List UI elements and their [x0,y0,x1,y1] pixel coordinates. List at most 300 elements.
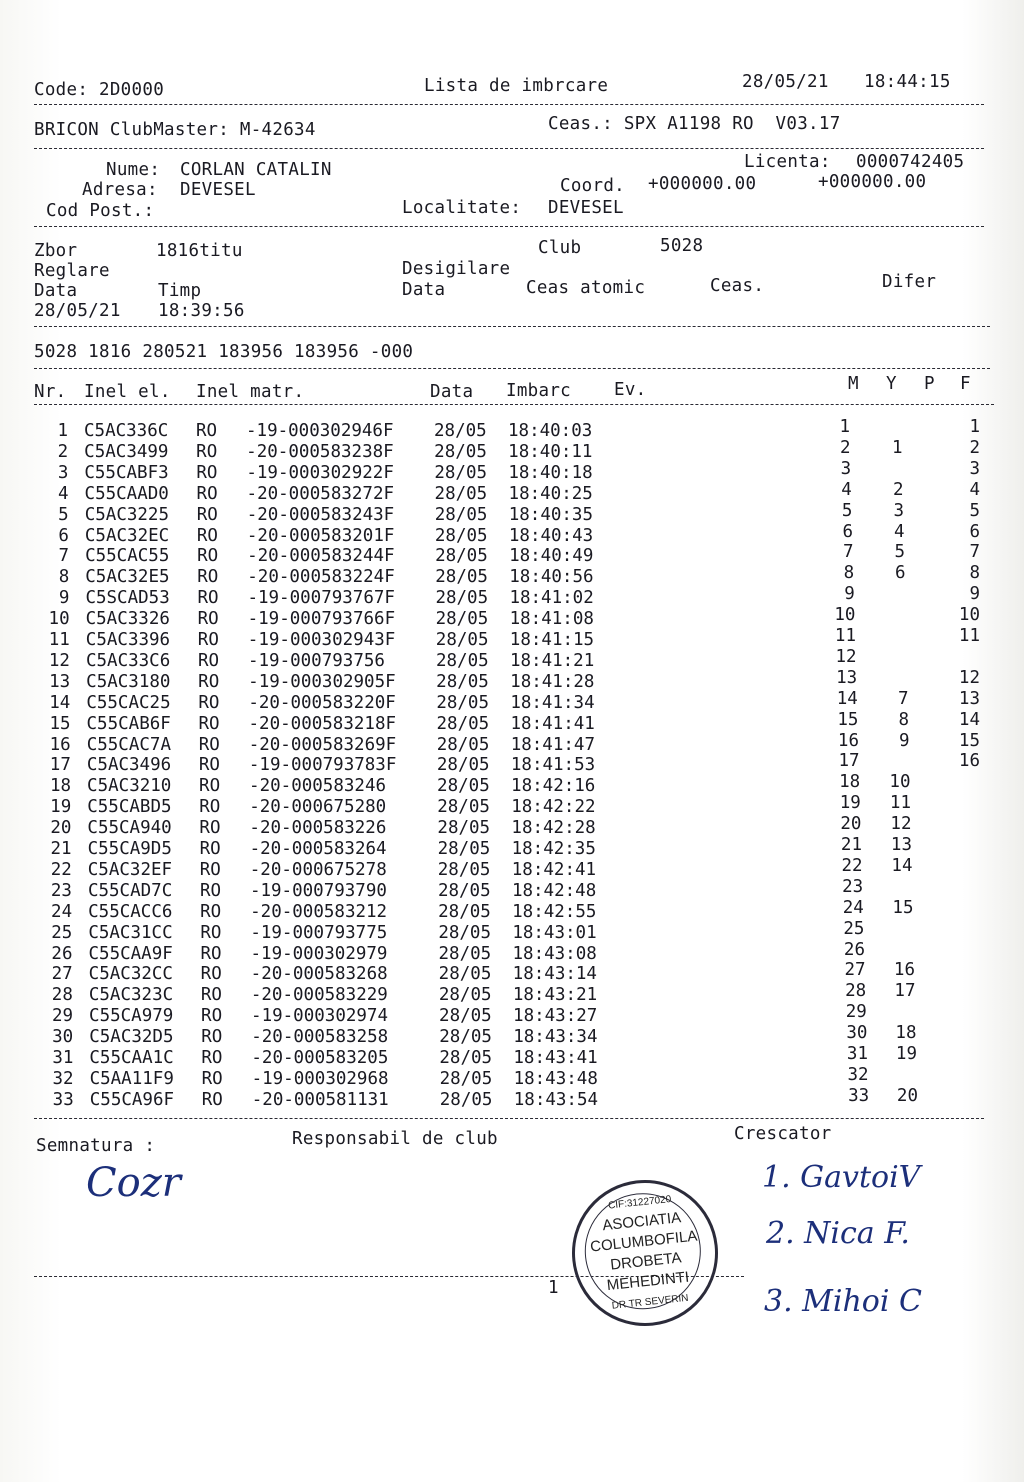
table-row [0,563,1024,588]
row-number: 24 [51,901,73,922]
table-row [0,939,1024,965]
row-inel-el: C55CAD7C [87,880,173,901]
row-inel-el: C55CAAD0 [84,483,169,504]
row-country: RO [197,630,219,650]
row-inel-el: C55CA96F [89,1089,175,1110]
row-inel-el: C55CA979 [89,1006,174,1027]
row-inel-el: C5AC3210 [87,776,172,797]
row-inel-matr: -19-000793756 [247,650,396,671]
table-row [0,688,1024,714]
witness-2-signature: 2. Nica F. [766,1216,910,1251]
stamp-cif: CIF:31227020 [607,1193,672,1212]
responsabil-label: Responsabil de club [292,1129,498,1149]
row-y: 19 [895,1044,917,1064]
col-data-header: Data [430,382,474,402]
row-time: 18:41:28 [510,671,595,692]
row-country: RO [201,1006,223,1027]
row-time: 18:43:01 [512,922,597,943]
row-y: 10 [889,772,911,793]
row-country: RO [198,755,220,776]
row-inel-el: C5AC323C [88,985,174,1006]
table-row [0,458,1024,484]
row-date: 28/05 [434,421,487,441]
row-date: 28/05 [435,609,489,630]
row-m: 4 [841,479,852,500]
row-m: 10 [834,605,856,626]
row-inel-matr: -19-000793790 [249,880,398,901]
row-y: 7 [897,688,909,709]
row-number: 23 [50,880,72,901]
row-y: 1 [891,437,903,458]
row-time: 18:40:49 [509,546,594,567]
table-row [0,814,1024,839]
row-f: 5 [969,500,980,521]
row-m: 21 [840,835,862,855]
club-label: Club [538,238,582,258]
row-country: RO [199,880,222,901]
row-m: 26 [843,939,865,960]
row-number: 30 [52,1027,74,1048]
row-date: 28/05 [437,776,490,797]
page-number: 1 [548,1278,559,1298]
licence-label: Licenta: [744,152,831,172]
row-inel-matr: -20-000583258 [251,1027,399,1048]
row-m: 27 [844,960,866,981]
row-time: 18:41:53 [510,755,596,776]
table-row [0,437,1024,463]
row-country: RO [197,650,220,671]
row-time: 18:40:43 [508,525,594,546]
row-y: 4 [893,521,905,542]
row-inel-el: C55CA9D5 [87,839,172,859]
row-y: 20 [896,1085,918,1106]
table-row [0,709,1024,735]
row-date: 28/05 [436,671,489,692]
row-number: 31 [52,1048,74,1068]
row-country: RO [200,901,222,922]
stamp-line-1: ASOCIATIA [601,1209,682,1235]
row-time: 18:40:03 [508,421,593,441]
owner-address: DEVESEL [180,180,256,200]
table-row [0,542,1024,567]
row-y: 15 [892,897,914,918]
row-time: 18:40:18 [508,462,593,483]
col-ev-header: Ev. [614,380,647,400]
witness-3-signature: 3. Mihoi C [764,1284,922,1319]
table-row [0,1023,1024,1048]
row-inel-el: C5AC336C [84,421,169,441]
difer-label: Difer [882,272,937,292]
row-inel-matr: -20-000583201F [246,525,395,546]
row-f: 2 [969,437,980,458]
row-number: 19 [50,797,72,818]
row-m: 13 [836,667,858,688]
row-inel-el: C5AC3496 [86,755,172,776]
row-f: 9 [969,584,980,605]
name-label: Nume: [106,160,161,180]
row-country: RO [197,588,219,609]
row-inel-el: C5AC32E5 [85,567,170,588]
table-row [0,667,1024,693]
row-number: 27 [51,964,73,985]
table-row [0,1085,1024,1111]
row-number: 17 [49,755,71,776]
row-inel-matr: -19-000793783F [248,755,397,776]
ceas-label: Ceas. [710,276,765,296]
row-number: 29 [51,1006,74,1027]
row-inel-matr: -20-000583268 [250,964,399,985]
ceas-atomic-label: Ceas atomic [526,278,646,298]
row-country: RO [197,546,219,567]
table-row [0,730,1024,756]
postal-code-label: Cod Post.: [46,201,155,221]
row-m: 28 [845,981,867,1002]
table-row [0,793,1024,818]
row-inel-matr: -20-000583272F [246,483,395,504]
row-m: 7 [843,542,854,563]
row-m: 29 [845,1002,867,1023]
row-f: 12 [958,667,980,688]
row-time: 18:40:25 [508,483,593,504]
row-m: 11 [834,626,856,646]
row-inel-matr: -19-000793767F [247,588,395,609]
row-number: 4 [57,483,69,504]
witness-1-signature: 1. GavtoiV [762,1160,921,1195]
row-m: 14 [836,688,858,709]
row-y: 13 [890,835,912,855]
owner-signature: Cozr [86,1160,181,1206]
row-f: 13 [958,688,980,709]
row-time: 18:41:15 [509,630,595,650]
row-inel-matr: -20-000583264 [249,839,398,859]
row-time: 18:43:34 [513,1027,598,1048]
row-date: 28/05 [434,525,488,546]
row-date: 28/05 [436,734,490,755]
row-f: 7 [969,542,980,563]
row-f: 4 [969,479,980,500]
address-label: Adresa: [82,180,158,200]
row-time: 18:42:48 [511,880,597,901]
table-row [0,1064,1024,1090]
row-f: 6 [969,521,980,542]
row-inel-el: C5AC32EC [84,525,170,546]
divider [34,404,994,405]
row-m: 32 [847,1064,869,1085]
row-time: 18:41:08 [509,609,594,630]
row-country: RO [201,1027,223,1048]
row-inel-el: C55CAB6F [86,713,171,734]
table-row [0,646,1024,672]
club-master-id: BRICON ClubMaster: M-42634 [34,120,316,140]
table-row [0,500,1024,526]
row-country: RO [199,818,221,839]
row-inel-matr: -20-000583218F [248,713,397,734]
row-inel-matr: -20-000583205 [251,1048,399,1068]
row-number: 33 [52,1089,74,1110]
row-country: RO [200,985,222,1006]
zbor-label: Zbor [34,241,78,261]
row-m: 19 [839,793,861,814]
clock-id: Ceas.: SPX A1198 RO V03.17 [548,114,841,134]
row-inel-matr: -20-000583238F [246,441,394,462]
print-date: 28/05/21 [742,72,829,92]
row-m: 25 [843,918,865,939]
row-inel-matr: -20-000581131 [251,1089,400,1110]
row-date: 28/05 [435,630,489,650]
row-number: 1 [57,421,68,441]
row-inel-matr: -20-000583224F [247,567,395,588]
row-inel-matr: -19-000793775 [250,922,398,943]
row-inel-el: C5SCAD53 [85,588,170,609]
row-m: 8 [843,563,855,584]
row-date: 28/05 [439,1089,493,1110]
row-m: 3 [840,458,852,479]
row-number: 13 [49,671,71,692]
row-f: 8 [969,563,980,584]
row-y: 17 [894,981,916,1002]
row-inel-el: C5AC32D5 [89,1027,174,1048]
row-number: 28 [51,985,73,1006]
row-y: 8 [898,709,909,730]
row-country: RO [196,525,218,546]
row-inel-el: C5AC3225 [84,504,170,525]
row-m: 5 [841,500,853,521]
crescator-label: Crescator [734,1124,832,1144]
row-inel-matr: -20-000675280 [249,797,397,818]
row-date: 28/05 [438,922,491,943]
row-inel-el: C5AC33C6 [85,650,171,671]
row-country: RO [200,964,222,985]
row-country: RO [199,797,221,818]
table-row [0,981,1024,1006]
table-row [0,1002,1024,1027]
row-country: RO [199,839,221,859]
table-row [0,918,1024,944]
print-time: 18:44:15 [864,72,951,92]
row-date: 28/05 [436,755,490,776]
row-date: 28/05 [438,985,492,1006]
row-time: 18:40:35 [508,504,594,525]
divider [34,226,984,227]
row-y: 5 [894,542,905,563]
row-y: 9 [898,730,910,751]
row-country: RO [199,776,221,797]
row-date: 28/05 [434,504,488,525]
row-y: 14 [891,855,913,876]
col-imbarc-header: Imbarc [506,381,572,401]
reglare-timp-label: Timp [158,281,202,301]
divider [34,368,990,369]
row-inel-matr: -20-000583220F [248,692,396,713]
row-y: 16 [893,960,915,981]
col-m-header: M [848,374,859,394]
row-date: 28/05 [435,546,488,567]
row-m: 6 [842,521,853,542]
row-time: 18:42:55 [512,901,597,922]
row-date: 28/05 [439,1048,493,1068]
row-m: 9 [844,584,855,605]
table-row [0,626,1024,651]
row-date: 28/05 [438,964,492,985]
row-time: 18:41:41 [510,713,595,734]
table-row [0,960,1024,985]
row-number: 14 [49,692,71,713]
row-country: RO [196,504,218,525]
row-country: RO [200,943,222,964]
row-inel-matr: -20-000583229 [250,985,399,1006]
row-inel-matr: -20-000583244F [247,546,395,567]
desigilare-label: Desigilare [402,259,511,279]
row-inel-el: C55CAC55 [85,546,170,567]
row-m: 18 [839,772,861,793]
row-f: 10 [958,605,980,626]
row-inel-el: C55CAA9F [88,943,173,964]
row-date: 28/05 [437,818,491,839]
col-inel-matr-header: Inel matr. [196,382,305,402]
table-row [0,897,1024,923]
row-inel-el: C5AC3499 [84,441,169,462]
row-inel-el: C5AC32EF [87,859,173,880]
row-date: 28/05 [436,713,490,734]
row-time: 18:41:47 [510,734,595,755]
row-time: 18:42:35 [511,839,596,859]
row-inel-el: C55CAC25 [86,692,171,713]
table-row [0,521,1024,547]
owner-name: CORLAN CATALIN [180,160,332,180]
row-date: 28/05 [439,1068,493,1089]
summary-line: 5028 1816 280521 183956 183956 -000 [34,342,414,362]
row-inel-matr: -19-000302905F [248,671,396,692]
document-title: Lista de imbrcare [424,76,609,96]
row-number: 16 [49,734,71,755]
row-m: 23 [842,876,864,897]
club-value: 5028 [660,236,704,256]
row-inel-matr: -20-000583212 [250,901,398,922]
stamp-line-2: COLUMBOFILA [589,1227,699,1256]
row-m: 1 [839,417,850,437]
row-time: 18:42:22 [511,797,596,818]
reglare-date: 28/05/21 [34,301,121,321]
row-country: RO [200,922,222,943]
reglare-time: 18:39:56 [158,301,245,321]
locality-label: Localitate: [402,198,522,218]
row-m: 33 [848,1085,870,1106]
row-time: 18:41:21 [509,650,595,671]
row-y: 2 [892,479,904,500]
reglare-label: Reglare [34,261,110,281]
table-row [0,479,1024,505]
row-inel-matr: -20-000583246 [249,776,397,797]
row-inel-matr: -20-000583226 [249,818,397,839]
coord-lon: +000000.00 [818,172,927,192]
row-number: 7 [58,546,70,567]
table-row [0,835,1024,860]
row-inel-matr: -19-000302946F [246,421,394,441]
row-time: 18:43:08 [512,943,597,964]
desigilare-data-label: Data [402,280,446,300]
row-number: 11 [48,630,70,650]
table-row [0,855,1024,881]
row-country: RO [201,1068,223,1089]
table-row [0,417,1024,442]
row-country: RO [196,421,218,441]
row-time: 18:43:14 [512,964,597,985]
row-time: 18:43:48 [513,1068,598,1089]
table-row [0,876,1024,902]
row-number: 18 [49,776,72,797]
col-nr-header: Nr. [34,382,67,402]
row-inel-matr: -19-000302922F [246,462,394,483]
table-row [0,605,1024,630]
row-country: RO [196,462,218,483]
row-m: 16 [837,730,859,751]
row-f: 3 [969,458,980,479]
row-inel-el: C55CABD5 [87,797,172,818]
locality-value: DEVESEL [548,198,624,218]
row-inel-el: C5AC3180 [86,671,171,692]
club-stamp [565,1173,725,1333]
reglare-data-label: Data [34,281,78,301]
row-number: 22 [50,859,72,880]
row-date: 28/05 [435,650,489,671]
row-inel-el: C5AC3396 [85,630,171,650]
semnatura-label: Semnatura : [36,1136,156,1156]
zbor-value: 1816titu [156,241,243,261]
row-date: 28/05 [434,462,488,483]
row-number: 2 [57,441,69,462]
row-f: 11 [958,626,980,646]
row-date: 28/05 [436,692,490,713]
row-date: 28/05 [434,441,487,462]
row-number: 9 [58,588,70,609]
row-time: 18:42:16 [511,776,596,797]
row-inel-el: C55CAC7A [86,734,171,755]
coord-label: Coord. [560,176,626,196]
row-country: RO [198,692,220,713]
coord-lat: +000000.00 [648,174,757,194]
row-inel-matr: -20-000583243F [246,504,395,525]
row-time: 18:43:21 [512,985,598,1006]
row-date: 28/05 [437,880,491,901]
row-date: 28/05 [435,567,488,588]
row-date: 28/05 [435,588,489,609]
licence-number: 0000742405 [856,152,965,172]
row-inel-el: C5AC31CC [88,922,173,943]
divider [34,104,984,105]
table-row [0,772,1024,797]
stamp-line-5: DR TR SEVERIN [611,1292,690,1312]
col-inel-el-header: Inel el. [84,382,171,402]
table-row [0,584,1024,609]
row-date: 28/05 [437,839,491,859]
row-country: RO [197,609,219,630]
row-inel-el: C5AC32CC [88,964,173,985]
row-time: 18:40:11 [508,441,593,462]
divider [34,326,990,327]
row-number: 21 [50,839,72,859]
table-row [0,1044,1024,1069]
row-y: 18 [895,1023,917,1044]
row-time: 18:42:41 [511,859,597,880]
row-inel-matr: -19-000302979 [250,943,399,964]
row-time: 18:42:28 [511,818,596,839]
row-country: RO [196,441,218,462]
row-country: RO [197,567,219,588]
row-inel-matr: -19-000793766F [247,609,396,630]
row-time: 18:41:34 [510,692,595,713]
row-country: RO [196,483,218,504]
col-y-header: Y [886,374,897,394]
